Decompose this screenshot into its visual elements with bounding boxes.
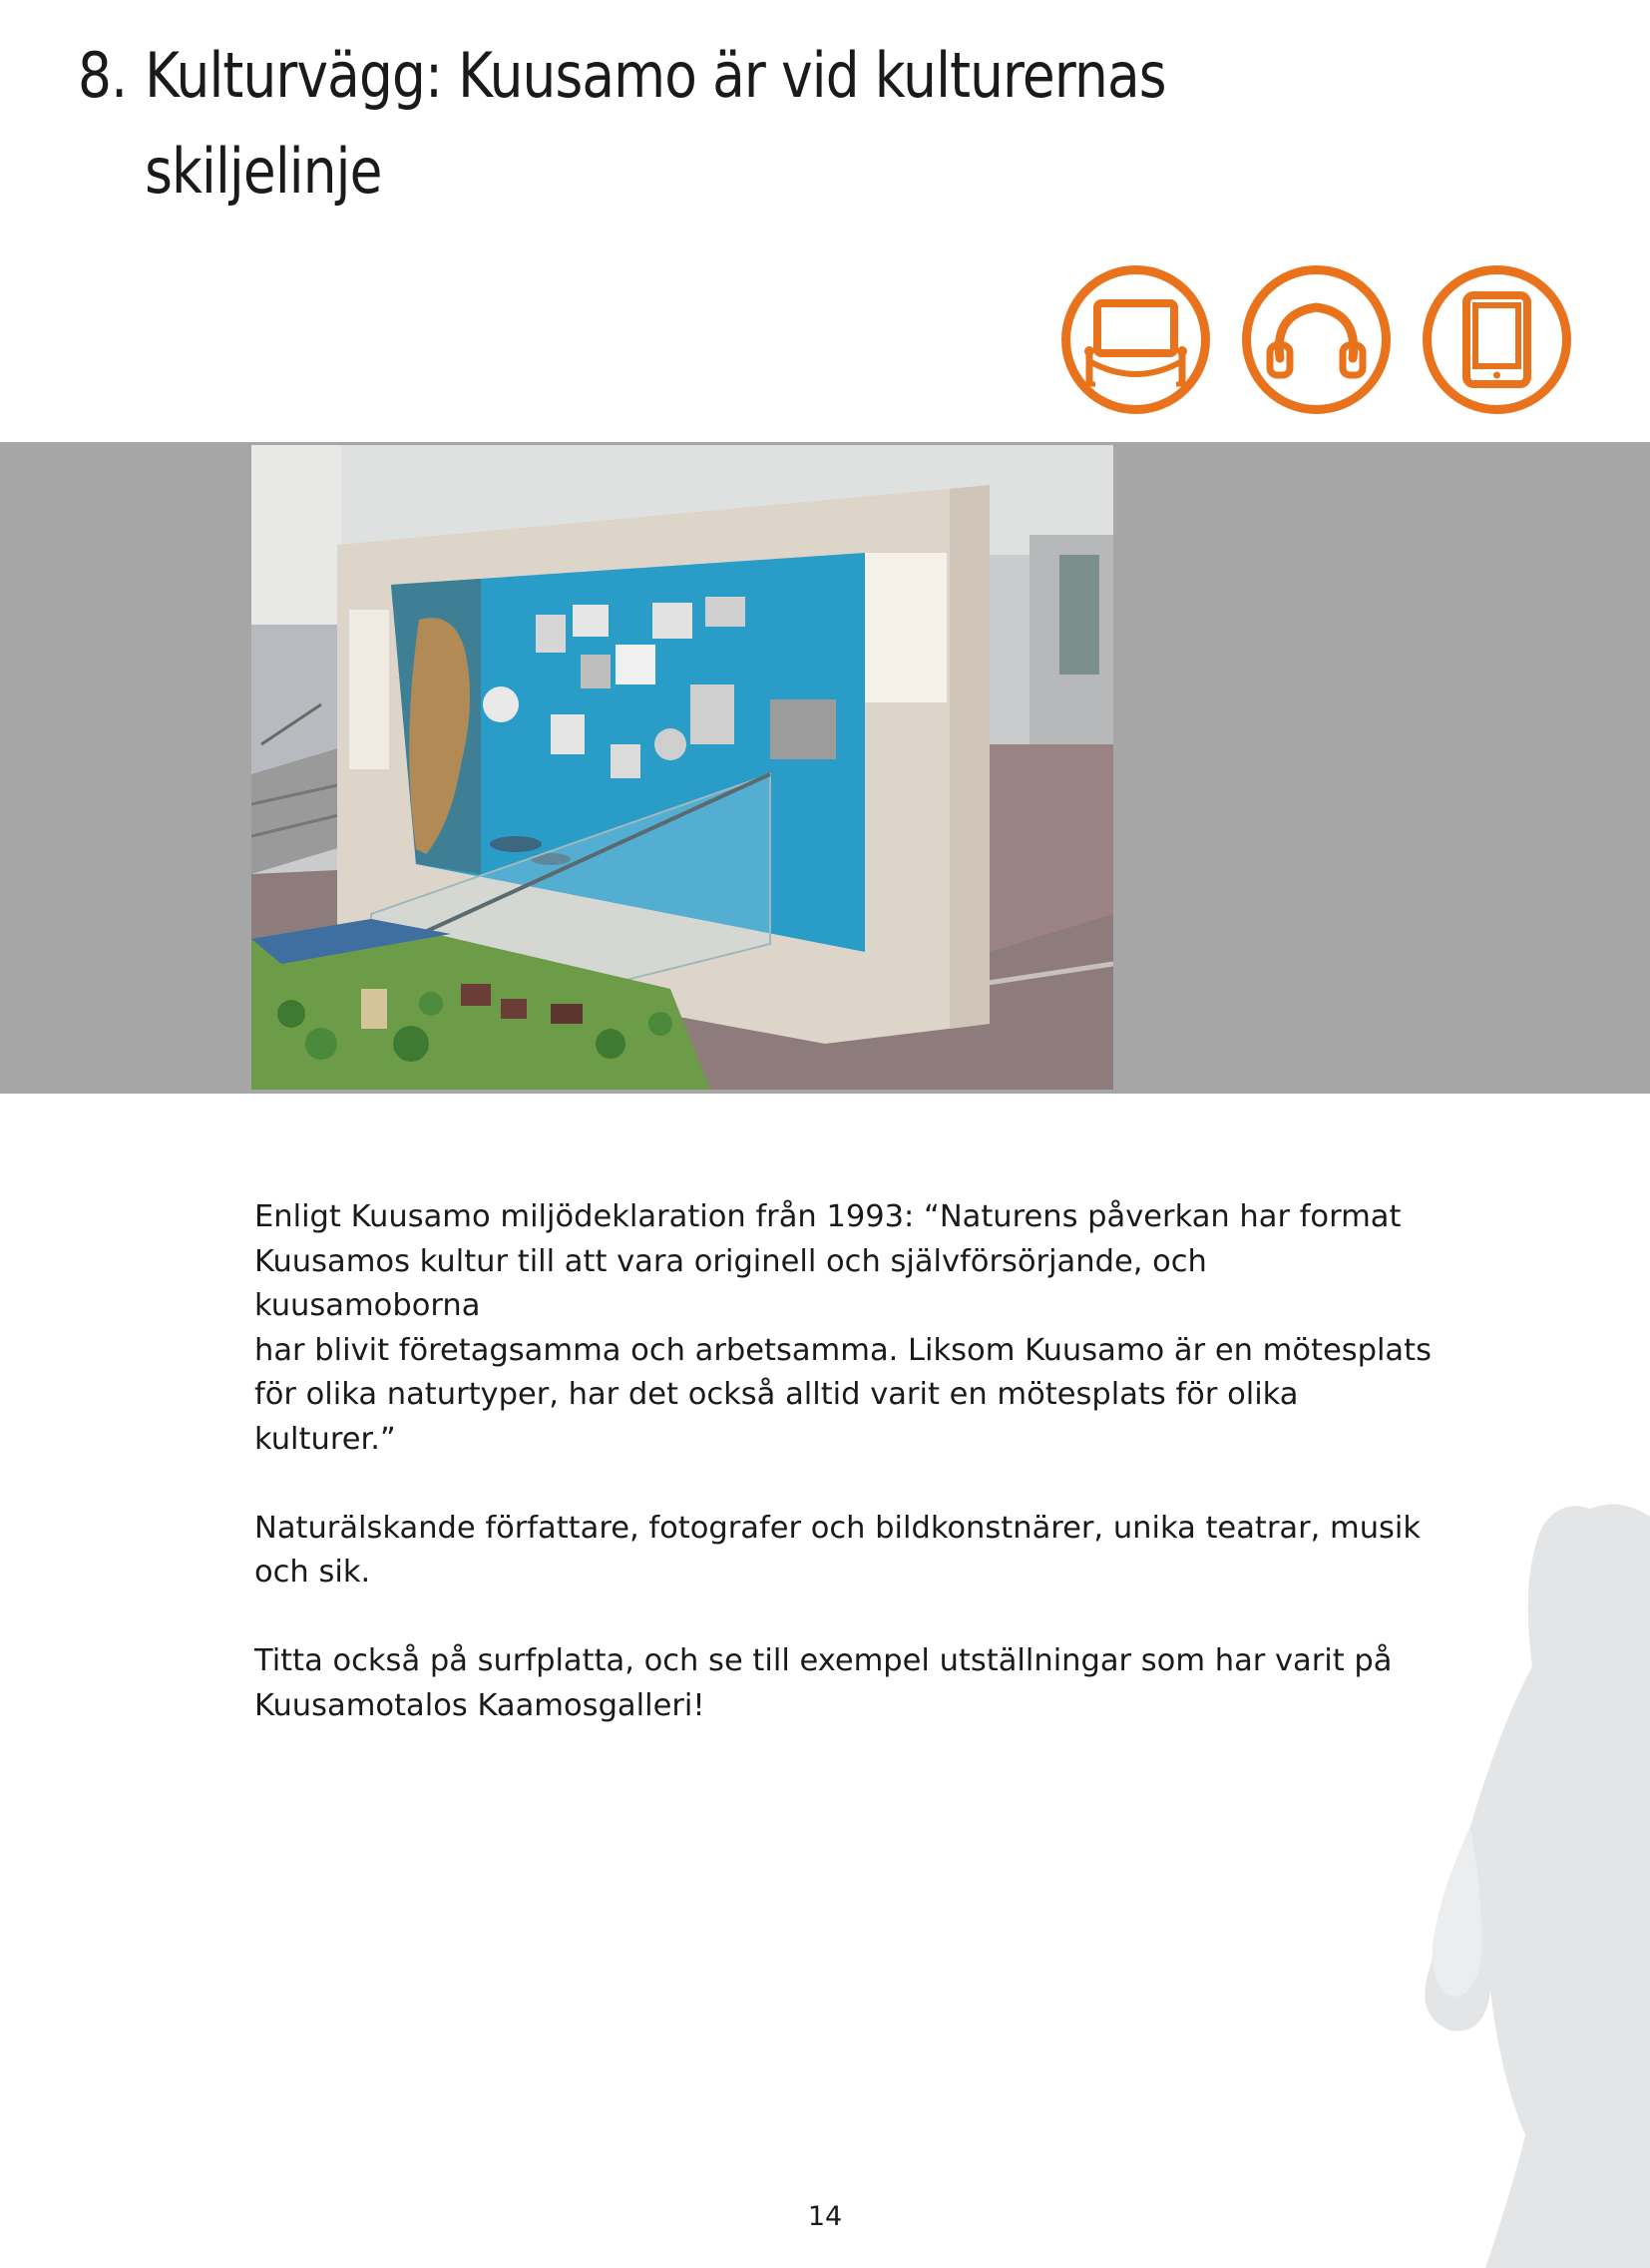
paragraph-2: Naturälskande författare, fotografer och bildkonstnärer, unika teatrar, musik och sik.: [254, 1510, 1422, 1589]
exhibit-icon: [1059, 263, 1212, 416]
title-line-2: skiljelinje: [145, 135, 382, 208]
headphones-icon: [1240, 263, 1393, 416]
page-number: 14: [807, 2201, 843, 2232]
paragraph-3: Titta också på surfplatta, och se till exempel utställningar som har varit på Kuusamotalos Kaamosgalleri!: [254, 1643, 1393, 1723]
media-icons: [1059, 263, 1573, 416]
tablet-icon: [1421, 263, 1573, 416]
exhibition-photo: [251, 445, 1113, 1090]
body-text: [254, 1195, 1432, 1773]
paragraph-1: Enligt Kuusamo miljödeklaration från 1993: “Naturens påverkan har format Kuusamos kultur till att vara originell och självförsörjande, och kuusamoborna har blivit företagsamma och arbetsamma. Liksom Kuusamo är en mötesplats för olika naturtyper, har det också alltid varit en mötesplats för olika kulturer.”: [254, 1199, 1432, 1457]
section-number: 8.: [78, 39, 128, 112]
page-title: [78, 28, 1166, 220]
bear-silhouette-icon: [1321, 1497, 1650, 2268]
title-line-1: Kulturvägg: Kuusamo är vid kulturernas: [145, 39, 1166, 112]
